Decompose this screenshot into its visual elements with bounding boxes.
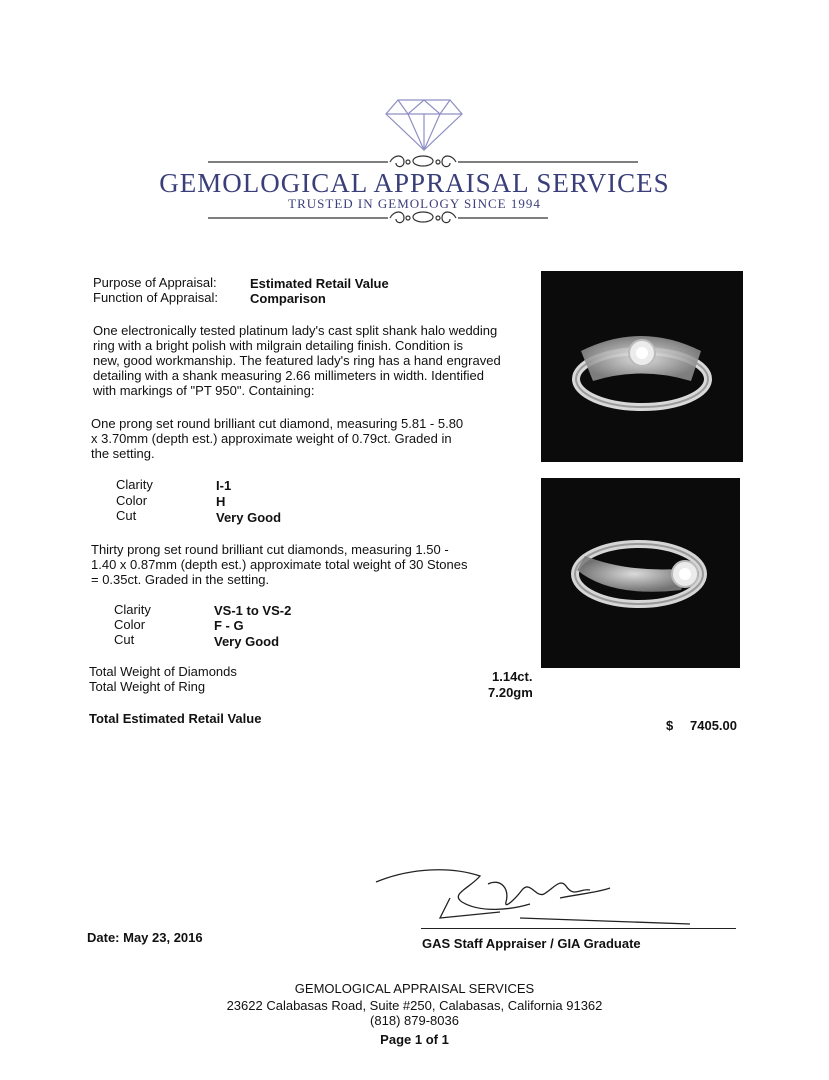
center-clarity-label: Clarity (116, 477, 153, 492)
center-stone-line: One prong set round brilliant cut diamond, measuring 5.81 - 5.80 (91, 416, 464, 431)
total-ring-value: 7.20gm (488, 685, 533, 700)
appraiser-signature (370, 858, 700, 930)
description-line: One electronically tested platinum lady's cast split shank halo wedding (93, 323, 498, 338)
total-diamonds-value: 1.14ct. (492, 669, 533, 684)
footer-phone: (818) 879-8036 (370, 1013, 459, 1028)
center-stone-line: x 3.70mm (depth est.) approximate weight of 0.79ct. Graded in (91, 431, 452, 446)
ring-photo-front (541, 271, 743, 462)
center-stone-description (91, 416, 531, 461)
side-clarity-value: VS-1 to VS-2 (214, 603, 292, 618)
total-ring-label: Total Weight of Ring (89, 679, 206, 694)
center-stone-line: the setting. (91, 446, 155, 461)
ring-description (93, 323, 533, 398)
diamond-logo-icon (384, 96, 464, 152)
side-cut-value: Very Good (214, 634, 280, 649)
description-line: with markings of "PT 950". Containing: (93, 383, 315, 398)
description-line: ring with a bright polish with milgrain detailing finish. Condition is (93, 338, 463, 353)
footer-address: 23622 Calabasas Road, Suite #250, Calabasas, California 91362 (226, 998, 603, 1013)
side-stones-line: 1.40 x 0.87mm (depth est.) approximate total weight of 30 Stones (91, 557, 468, 572)
side-stones-line: Thirty prong set round brilliant cut diamonds, measuring 1.50 - (91, 542, 449, 557)
function-value: Comparison (250, 291, 326, 306)
appraisal-date: Date: May 23, 2016 (87, 930, 203, 945)
center-cut-label: Cut (116, 508, 137, 523)
ring-angle-icon (541, 478, 740, 668)
side-stones-description (91, 542, 531, 587)
side-clarity-label: Clarity (114, 602, 151, 617)
company-logo-title: GEMOLOGICAL APPRAISAL SERVICES (159, 168, 670, 198)
center-color-label: Color (116, 493, 148, 508)
side-color-value: F - G (214, 618, 244, 633)
center-cut-value: Very Good (216, 510, 282, 525)
currency-symbol: $ (666, 718, 674, 733)
footer-company: GEMOLOGICAL APPRAISAL SERVICES (294, 981, 535, 996)
side-color-label: Color (114, 617, 146, 632)
total-diamonds-label: Total Weight of Diamonds (89, 664, 237, 679)
description-line: new, good workmanship. The featured lady's ring has a hand engraved (93, 353, 501, 368)
side-stones-line: = 0.35ct. Graded in the setting. (91, 572, 270, 587)
purpose-label: Purpose of Appraisal: (93, 275, 217, 290)
appraiser-title: GAS Staff Appraiser / GIA Graduate (422, 936, 641, 951)
page-number: Page 1 of 1 (380, 1032, 449, 1047)
purpose-value: Estimated Retail Value (250, 276, 389, 291)
center-color-value: H (216, 494, 226, 509)
function-label: Function of Appraisal: (93, 290, 219, 305)
signature-line (421, 928, 736, 929)
total-retail-label: Total Estimated Retail Value (89, 711, 262, 726)
company-tagline: TRUSTED IN GEMOLOGY SINCE 1994 (288, 196, 541, 211)
ring-photo-angle (541, 478, 740, 668)
ring-front-icon (541, 271, 743, 462)
side-cut-label: Cut (114, 632, 135, 647)
center-clarity-value: I-1 (216, 478, 232, 493)
total-retail-value: 7405.00 (690, 718, 737, 733)
description-line: detailing with a shank measuring 2.66 millimeters in width. Identified (93, 368, 484, 383)
bottom-ornament-rule (208, 208, 638, 226)
